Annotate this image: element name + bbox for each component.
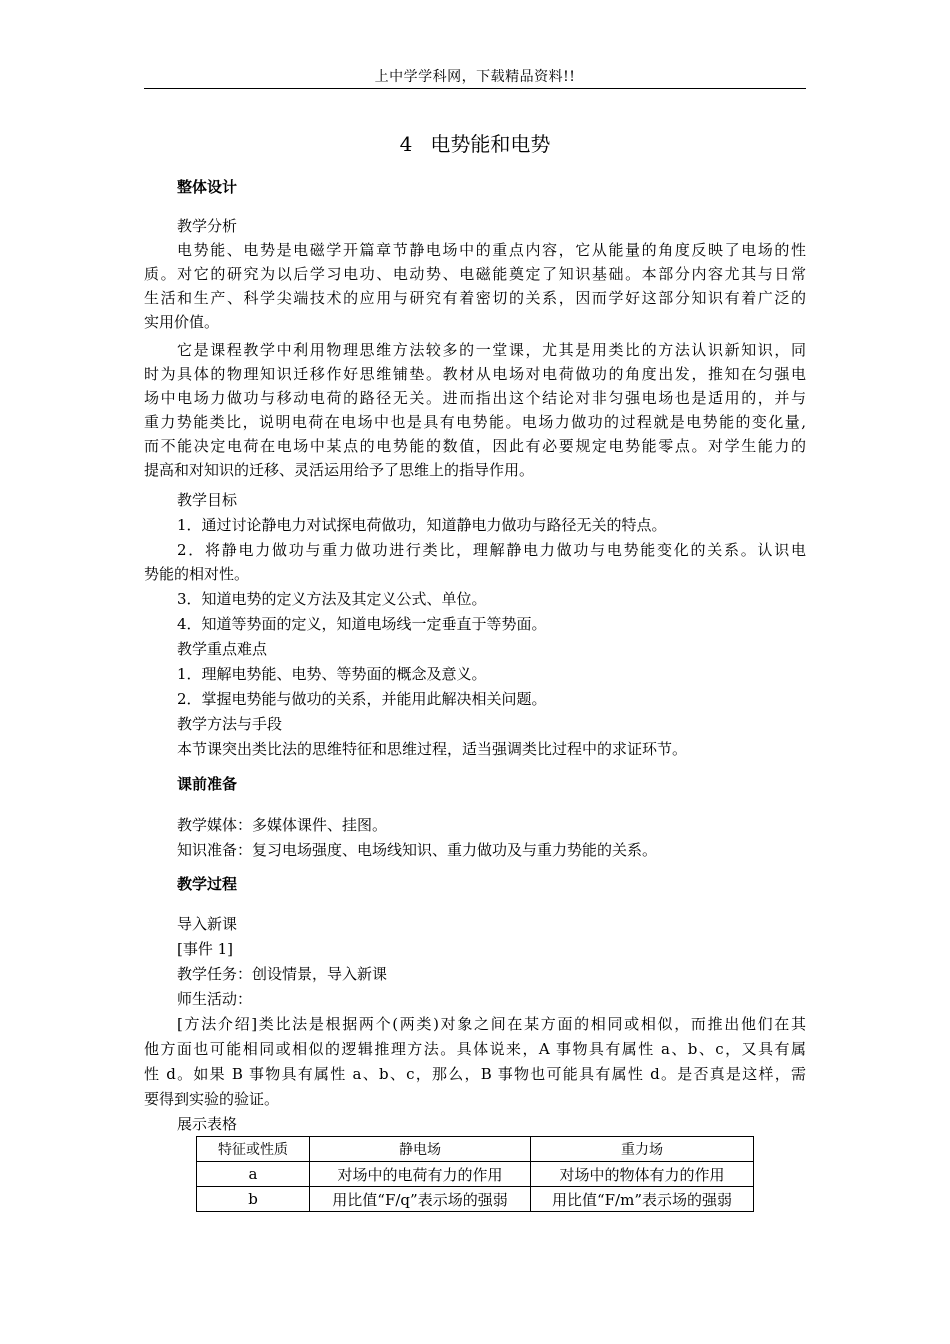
goal-item-3: 3．知道电势的定义方法及其定义公式、单位。 [177,590,487,608]
method-intro-line: 要得到实验的验证。 [144,1090,280,1108]
analysis-p2-line: 提高和对知识的迁移、灵活运用给予了思维上的指导作用。 [144,461,535,479]
table-cell: 对场中的物体有力的作用 [531,1162,754,1187]
analysis-p1-line: 电势能、电势是电磁学开篇章节静电场中的重点内容，它从能量的角度反映了电场的性 [177,241,806,259]
analysis-p2-line: 它是课程教学中利用物理思维方法较多的一堂课，尤其是用类比的方法认识新知识，同 [177,341,806,359]
analysis-p1-line: 质。对它的研究为以后学习电功、电动势、电磁能奠定了知识基础。本部分内容尤其与日常 [144,265,806,283]
table-caption: 展示表格 [177,1115,238,1133]
process-task: 教学任务：创设情景，导入新课 [177,965,388,983]
keypoint-item-1: 1．理解电势能、电势、等势面的概念及意义。 [177,665,487,683]
table-header-cell: 特征或性质 [197,1137,310,1162]
prep-media: 教学媒体：多媒体课件、挂图。 [177,816,388,834]
section-pre-class-prep: 课前准备 [177,775,238,793]
goal-item-2-cont: 势能的相对性。 [144,565,250,583]
analysis-heading: 教学分析 [177,217,238,235]
goal-item-2: 2．将静电力做功与重力做功进行类比，理解静电力做功与电势能变化的关系。认识电 [177,541,806,559]
analysis-p2-line: 时为具体的物理知识迁移作好思维铺垫。教材从电场对电荷做功的角度出发，推知在匀强电 [144,365,806,383]
page-title [0,128,950,157]
table-header-cell: 重力场 [531,1137,754,1162]
analysis-p2-line: 而不能决定电荷在电场中某点的电势能的数值，因此有必要规定电势能零点。对学生能力的 [144,437,806,455]
table-cell: 对场中的电荷有力的作用 [310,1162,531,1187]
table-header-row [197,1137,754,1162]
keypoint-item-2: 2．掌握电势能与做功的关系，并能用此解决相关问题。 [177,690,547,708]
method-intro-line: [方法介绍]类比法是根据两个(两类)对象之间在某方面的相同或相似，而推出他们在其 [177,1015,806,1033]
methods-heading: 教学方法与手段 [177,715,283,733]
process-activity: 师生活动： [177,990,253,1008]
goal-item-4: 4．知道等势面的定义，知道电场线一定垂直于等势面。 [177,615,547,633]
analysis-p2-line: 重力势能类比，说明电荷在电场中也是具有电势能。电场力做功的过程就是电势能的变化量, [144,413,806,431]
table-cell: 用比值“F/m”表示场的强弱 [531,1187,754,1212]
title-text: 电势能和电势 [430,132,551,156]
table-cell: a [197,1162,310,1187]
section-overall-design: 整体设计 [177,178,238,196]
process-event: [事件 1] [177,940,234,958]
method-intro-line: 他方面也可能相同或相似的逻辑推理方法。具体说来，A 事物具有属性 a、b、c，又具有属 [144,1040,806,1058]
table-row [197,1162,754,1187]
analysis-p1-line: 生活和生产、科学尖端技术的应用与研究有着密切的关系，因而学好这部分知识有着广泛的 [144,289,806,307]
goals-heading: 教学目标 [177,491,238,509]
prep-knowledge: 知识准备：复习电场强度、电场线知识、重力做功及与重力势能的关系。 [177,841,658,859]
comparison-table [196,1136,754,1212]
keypoints-heading: 教学重点难点 [177,640,268,658]
method-intro-line: 性 d。如果 B 事物具有属性 a、b、c，那么，B 事物也可能具有属性 d。是否真是这样，需 [144,1065,806,1083]
analysis-p1-line: 实用价值。 [144,313,220,331]
table-header-cell: 静电场 [310,1137,531,1162]
table-cell: 用比值“F/q”表示场的强弱 [310,1187,531,1212]
methods-text: 本节课突出类比法的思维特征和思维过程，适当强调类比过程中的求证环节。 [177,740,688,758]
table-cell: b [197,1187,310,1212]
process-intro: 导入新课 [177,915,238,933]
header-rule [144,88,806,89]
section-teaching-process: 教学过程 [177,875,238,893]
analysis-p2-line: 场中电场力做功与移动电荷的路径无关。进而指出这个结论对非匀强电场也是适用的，并与 [144,389,806,407]
title-number: 4 [399,132,413,156]
goal-item-1: 1．通过讨论静电力对试探电荷做功，知道静电力做功与路径无关的特点。 [177,516,667,534]
table-row [197,1187,754,1212]
page-header: 上中学学科网，下载精品资料!! [374,69,576,85]
